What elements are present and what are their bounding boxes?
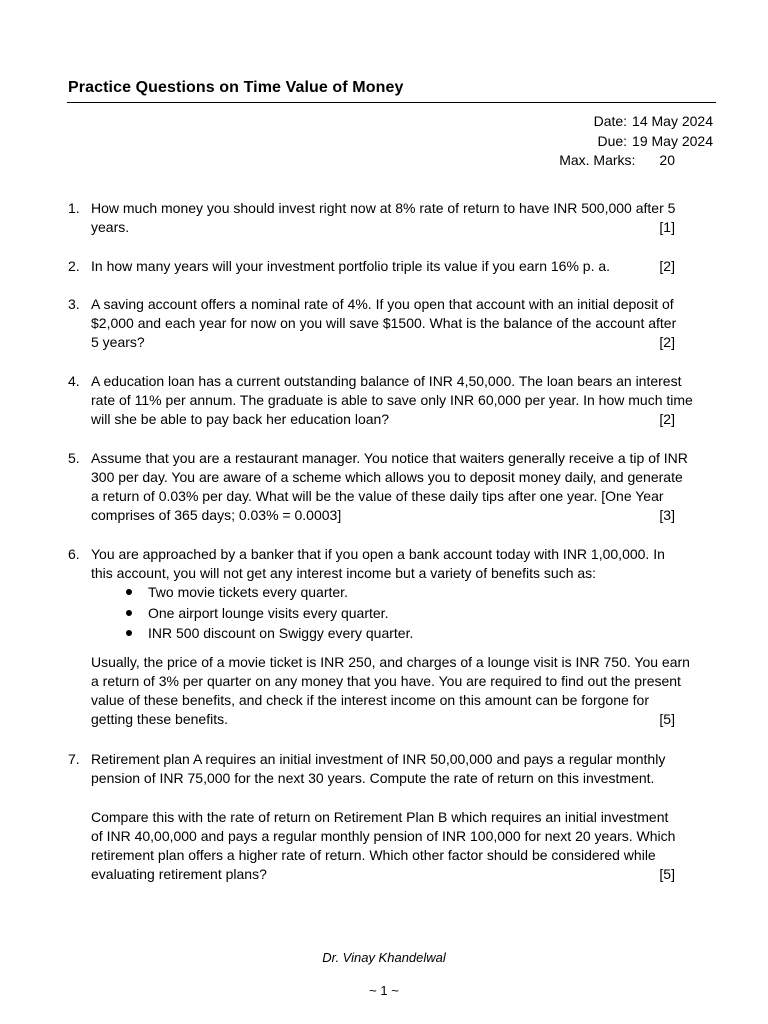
- question-marks: [1]: [659, 219, 675, 235]
- question-7: [68, 750, 713, 884]
- question-number: 5.: [68, 450, 80, 466]
- benefits-list: [91, 583, 713, 645]
- question-line: value of these benefits, and check if the interest income on this amount can be forgone for: [91, 691, 650, 708]
- list-item: Two movie tickets every quarter.: [91, 583, 713, 604]
- question-line: A saving account offers a nominal rate of 4%. If you open that account with an initial deposit of: [91, 296, 674, 312]
- meta-block: [513, 112, 713, 171]
- question-line: retirement plan offers a higher rate of return. Which other factor should be considered while: [91, 847, 656, 863]
- question-3: [68, 295, 713, 352]
- question-line: will she be able to pay back her education loan?: [91, 411, 390, 427]
- question-marks: [2]: [659, 411, 675, 427]
- question-line: In how many years will your investment portfolio triple its value if you earn 16% p. a.: [91, 258, 611, 274]
- question-line: a return of 0.03% per day. What will be the value of these daily tips after one year. [One Year: [91, 488, 664, 504]
- question-line: this account, you will not get any interest income but a variety of benefits such as:: [91, 565, 597, 581]
- question-line: of INR 40,00,000 and pays a regular monthly pension of INR 100,000 for next 20 years. Which: [91, 828, 676, 844]
- author-name: Dr. Vinay Khandelwal: [322, 950, 446, 965]
- question-number: 4.: [68, 373, 80, 389]
- due-row: [513, 132, 713, 152]
- question-line: Retirement plan A requires an initial investment of INR 50,00,000 and pays a regular monthly: [91, 751, 666, 767]
- question-line: comprises of 365 days; 0.03% = 0.0003]: [91, 507, 342, 523]
- question-number: 1.: [68, 200, 80, 216]
- max-marks-row: [513, 151, 713, 171]
- question-line: A education loan has a current outstanding balance of INR 4,50,000. The loan bears an interest: [91, 373, 682, 389]
- list-item: One airport lounge visits every quarter.: [91, 604, 713, 625]
- question-line: getting these benefits.: [91, 710, 228, 727]
- question-marks: [3]: [659, 507, 675, 523]
- max-marks-label: Max. Marks:: [559, 152, 636, 168]
- question-line: Usually, the price of a movie ticket is INR 250, and charges of a lounge visit is INR 750. You earn: [91, 653, 690, 670]
- question-marks: [2]: [659, 258, 675, 274]
- question-line: evaluating retirement plans?: [91, 866, 267, 882]
- question-5: [68, 449, 713, 525]
- question-marks: [5]: [659, 710, 675, 727]
- question-marks: [2]: [659, 334, 675, 350]
- question-line: rate of 11% per annum. The graduate is able to save only INR 60,000 per year. In how much time: [91, 392, 693, 408]
- question-1: [68, 199, 713, 237]
- due-label: Due:: [597, 132, 628, 149]
- question-line: 300 per day. You are aware of a scheme which allows you to deposit money daily, and generate: [91, 469, 683, 485]
- question-line: 5 years?: [91, 334, 145, 350]
- date-value: 14 May 2024: [632, 113, 713, 129]
- question-number: 3.: [68, 296, 80, 312]
- title-divider: [67, 102, 716, 103]
- question-2: [68, 257, 713, 276]
- document-title: Practice Questions on Time Value of Money: [68, 79, 404, 96]
- question-number: 2.: [68, 258, 80, 274]
- question-line: Compare this with the rate of return on Retirement Plan B which requires an initial investment: [91, 809, 669, 825]
- list-item: INR 500 discount on Swiggy every quarter.: [91, 624, 713, 645]
- question-6: [68, 545, 713, 729]
- question-4: [68, 372, 713, 429]
- date-row: [513, 112, 713, 132]
- question-line: $2,000 and each year for now on you will save $1500. What is the balance of the account after: [91, 315, 677, 331]
- page-number: ~ 1 ~: [369, 983, 399, 998]
- question-marks: [5]: [659, 866, 675, 882]
- question-line: How much money you should invest right now at 8% rate of return to have INR 500,000 after 5: [91, 200, 676, 216]
- question-line: years.: [91, 219, 130, 235]
- max-marks-value: 20: [659, 152, 675, 168]
- question-line: pension of INR 75,000 for the next 30 years. Compute the rate of return on this investment.: [91, 770, 655, 786]
- question-line: a return of 3% per quarter on any money that you have. You are required to find out the present: [91, 672, 681, 689]
- due-value: 19 May 2024: [632, 132, 713, 149]
- question-number: 7.: [68, 751, 80, 767]
- question-number: 6.: [68, 546, 80, 562]
- date-label: Date:: [593, 113, 628, 129]
- question-line: You are approached by a banker that if you open a bank account today with INR 1,00,000. In: [91, 546, 665, 562]
- question-line: Assume that you are a restaurant manager. You notice that waiters generally receive a tip of INR: [91, 450, 688, 466]
